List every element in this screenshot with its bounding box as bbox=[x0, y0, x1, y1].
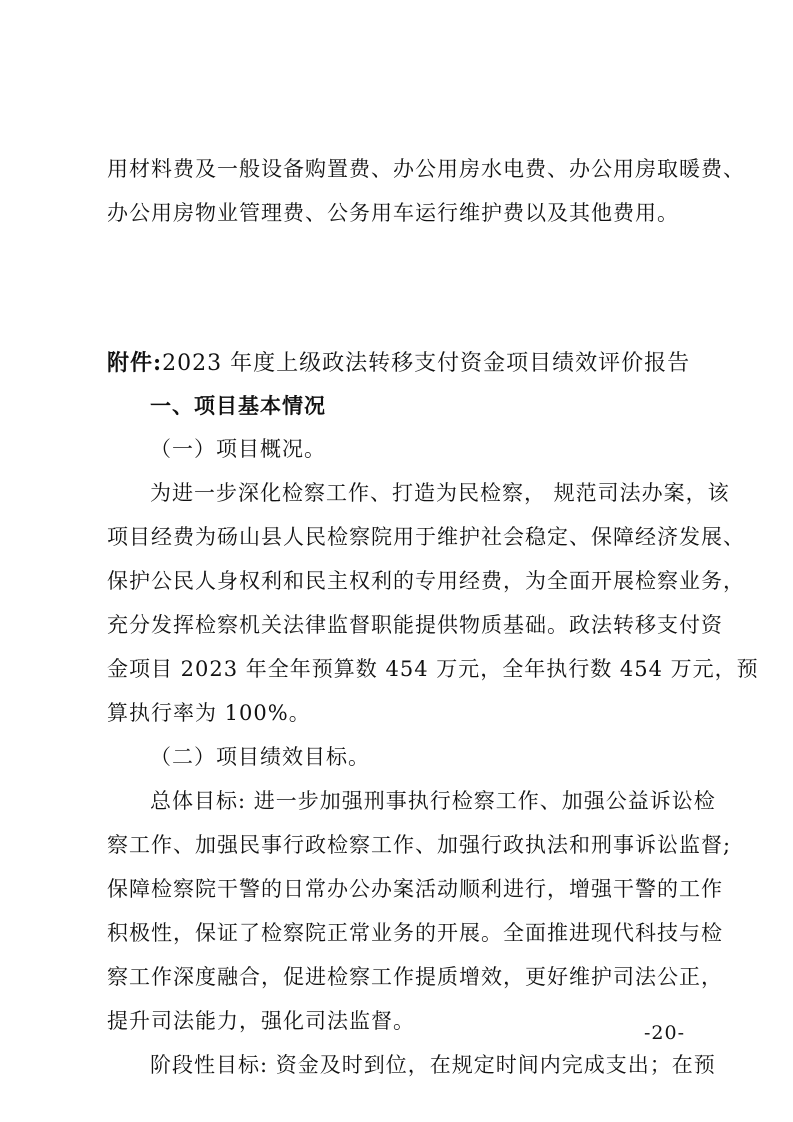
body-text-line: 总体目标: 进一步加强刑事执行检察工作、加强公益诉讼检 bbox=[150, 789, 716, 813]
attachment-label: 附件: bbox=[107, 350, 163, 376]
body-text-line: 充分发挥检察机关法律监督职能提供物质基础。政法转移支付资 bbox=[107, 613, 723, 637]
body-text-line: 保障检察院干警的日常办公办案活动顺利进行，增强干警的工作 bbox=[107, 877, 723, 901]
body-text-line: 办公用房物业管理费、公务用车运行维护费以及其他费用。 bbox=[107, 201, 679, 225]
body-text-line: 项目经费为砀山县人民检察院用于维护社会稳定、保障经济发展、 bbox=[107, 525, 745, 549]
body-text-line: 用材料费及一般设备购置费、办公用房水电费、办公用房取暖费、 bbox=[107, 157, 745, 181]
body-text-line: 阶段性目标: 资金及时到位，在规定时间内完成支出；在预 bbox=[150, 1053, 716, 1077]
body-text-line: 察工作深度融合，促进检察工作提质增效，更好维护司法公正， bbox=[107, 965, 723, 989]
subsection-heading: （二）项目绩效目标。 bbox=[150, 745, 370, 769]
body-text-line: 积极性，保证了检察院正常业务的开展。全面推进现代科技与检 bbox=[107, 921, 723, 945]
attachment-title-text: 2023 年度上级政法转移支付资金项目绩效评价报告 bbox=[162, 351, 691, 376]
body-text-line: 为进一步深化检察工作、打造为民检察， 规范司法办案，该 bbox=[150, 481, 730, 505]
body-text-line: 提升司法能力，强化司法监督。 bbox=[107, 1009, 415, 1033]
body-text-line: 金项目 2023 年全年预算数 454 万元，全年执行数 454 万元，预 bbox=[107, 657, 759, 681]
page-number: -20- bbox=[644, 1022, 686, 1044]
subsection-heading: （一）项目概况。 bbox=[150, 437, 326, 461]
body-text-line: 保护公民人身权利和民主权利的专用经费，为全面开展检察业务， bbox=[107, 569, 745, 593]
attachment-title bbox=[107, 350, 690, 377]
section-heading: 一、项目基本情况 bbox=[150, 393, 326, 418]
body-text-line: 算执行率为 100%。 bbox=[107, 701, 311, 725]
body-text-line: 察工作、加强民事行政检察工作、加强行政执法和刑事诉讼监督; bbox=[107, 833, 732, 857]
